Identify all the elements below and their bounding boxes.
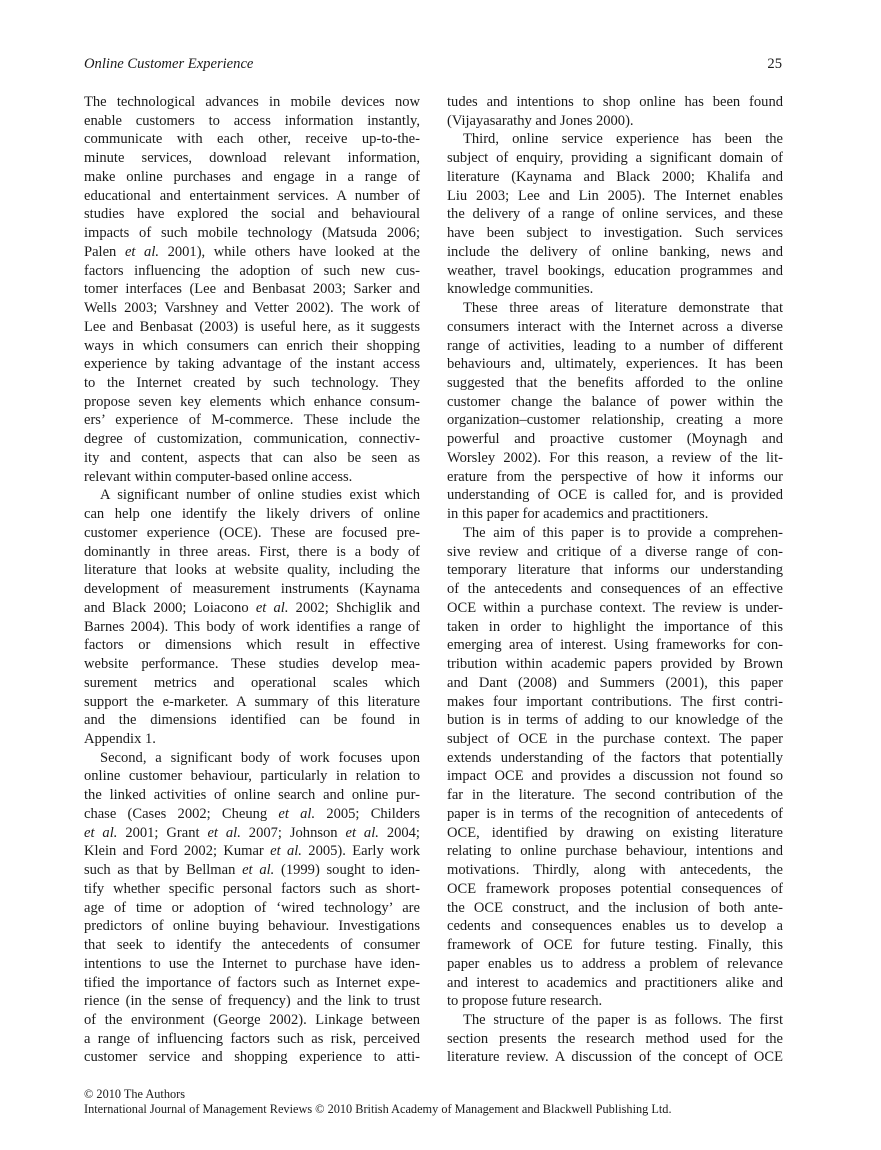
text-line: customer change the balance of power within the	[447, 393, 783, 410]
text-line: impacts of such mobile technology (Matsuda 2006;	[84, 225, 420, 242]
text-line: support the e-marketer. A summary of this literature	[84, 693, 420, 710]
text-line: section presents the research method used for the	[447, 1030, 783, 1047]
text-line: paper is in terms of the recognition of antecedents of	[447, 805, 783, 822]
text-line: minute services, download relevant information,	[84, 150, 420, 167]
text-line: framework of OCE for future testing. Finally, this	[447, 937, 783, 954]
text-line: a range of influencing factors such as risk, perceived	[84, 1030, 420, 1047]
text-line: taken in order to highlight the importance of this	[447, 618, 783, 635]
text-line: communicate with each other, receive up-to-the-	[84, 131, 420, 148]
text-line: OCE, identified by drawing on existing literature	[447, 824, 783, 841]
paragraph	[447, 524, 783, 1011]
text-line: et al. 2001; Grant et al. 2007; Johnson et al. 2004;	[84, 824, 420, 841]
text-line: consumers interact with the Internet across a diverse	[447, 318, 783, 335]
text-line: and Dant (2008) and Summers (2001), this paper	[447, 674, 783, 691]
text-line: Worsley 2002). For this reason, a review of the lit-	[447, 449, 783, 466]
text-line: tify whether specific personal factors such as short-	[84, 880, 420, 897]
text-line: extends understanding of the factors that potentially	[447, 749, 783, 766]
right-text-column	[447, 93, 783, 1067]
text-line: surement metrics and operational scales which	[84, 674, 420, 691]
text-line: subject of OCE in the purchase context. The paper	[447, 730, 783, 747]
page-footer	[84, 1087, 672, 1116]
journal-credit: International Journal of Management Reviews © 2010 British Academy of Management and Blackwell Publishing Ltd.	[84, 1101, 672, 1116]
paragraph	[447, 93, 783, 130]
text-line: the linked activities of online search and online pur-	[84, 787, 420, 804]
text-line: factors or dimensions which result in effective	[84, 637, 420, 654]
text-line: Wells 2003; Varshney and Vetter 2002). The work of	[84, 300, 420, 317]
text-line: Third, online service experience has been the	[463, 131, 783, 148]
text-line: intentions to use the Internet to purchase have iden-	[84, 955, 420, 972]
text-line: Barnes 2004). This body of work identifies a range of	[84, 618, 420, 635]
text-line: development of measurement instruments (Kaynama	[84, 581, 420, 598]
text-line: Palen et al. 2001), while others have looked at the	[84, 243, 420, 260]
text-line: predictors of online buying behaviour. Investigations	[84, 918, 420, 935]
paragraph	[84, 93, 420, 486]
text-line: Liu 2003; Lee and Lin 2005). The Internet enables	[447, 187, 783, 204]
text-line: ways in which consumers can enrich their shopping	[84, 337, 420, 354]
text-line: Lee and Benbasat (2003) is useful here, as it suggests	[84, 318, 420, 335]
text-line: These three areas of literature demonstrate that	[463, 300, 783, 317]
text-line: educational and entertainment services. A number of	[84, 187, 420, 204]
text-line: Second, a significant body of work focuses upon	[100, 749, 420, 766]
text-line: powerful and proactive customer (Moynagh and	[447, 431, 783, 448]
text-line: cedents and consequences enables us to develop a	[447, 918, 783, 935]
text-line: relevant within computer-based online access.	[84, 468, 353, 485]
text-line: tudes and intentions to shop online has been found	[447, 94, 783, 110]
text-line: The technological advances in mobile devices now	[84, 94, 420, 110]
left-text-column	[84, 93, 420, 1067]
text-line: organization–customer relationship, creating a more	[447, 412, 783, 429]
paragraph	[447, 299, 783, 524]
text-line: make online purchases and engage in a range of	[84, 168, 420, 185]
text-line: that seek to identify the antecedents of consumer	[84, 937, 420, 954]
text-line: The aim of this paper is to provide a comprehen-	[463, 524, 783, 541]
text-line: subject of enquiry, providing a significant domain of	[447, 150, 783, 167]
text-line: chase (Cases 2002; Cheung et al. 2005; Childers	[84, 805, 420, 822]
text-line: understanding of OCE is called for, and is provided	[447, 487, 783, 504]
text-line: relating to online purchase behaviour, intentions and	[447, 843, 783, 860]
text-line: rience (in the sense of frequency) and the link to trust	[84, 993, 420, 1010]
text-line: studies have explored the social and behavioural	[84, 206, 420, 223]
page-number: 25	[767, 56, 782, 72]
text-line: The structure of the paper is as follows. The first	[463, 1011, 783, 1028]
text-line: far in the literature. The second contribution of the	[447, 787, 783, 804]
text-line: such as that by Bellman et al. (1999) sought to iden-	[84, 862, 420, 879]
text-line: ers’ experience of M-commerce. These include the	[84, 412, 420, 429]
text-line: dominantly in three areas. First, there is a body of	[84, 543, 420, 560]
text-line: the OCE construct, and the inclusion of both ante-	[447, 899, 783, 916]
text-line: impact OCE and provides a discussion not found so	[447, 768, 783, 785]
text-line: to the Internet created by such technology. They	[84, 375, 420, 392]
text-line: and interest to academics and practitioners alike and	[447, 974, 783, 991]
text-line: (Vijayasarathy and Jones 2000).	[447, 112, 634, 129]
text-line: to propose future research.	[447, 993, 603, 1010]
text-line: the delivery of a range of online services, and these	[447, 206, 783, 223]
text-line: experience by taking advantage of the instant access	[84, 356, 420, 373]
text-line: age of time or adoption of ‘wired technology’ are	[84, 899, 420, 916]
text-line: include the delivery of online banking, news and	[447, 243, 783, 260]
text-line: paper enables us to address a problem of relevance	[447, 955, 783, 972]
text-line: and Black 2000; Loiacono et al. 2002; Shchiglik and	[84, 599, 420, 616]
text-line: online customer behaviour, particularly in relation to	[84, 768, 420, 785]
text-line: tified the importance of factors such as Internet expe-	[84, 974, 420, 991]
text-line: customer experience (OCE). These are focused pre-	[84, 524, 420, 541]
text-line: literature that looks at website quality, including the	[84, 562, 420, 579]
text-line: motivations. Thirdly, along with antecedents, the	[447, 862, 783, 879]
text-line: Klein and Ford 2002; Kumar et al. 2005). Early work	[84, 843, 420, 860]
text-line: literature review. A discussion of the concept of OCE	[447, 1049, 783, 1066]
text-line: suggested that the benefits afforded to the online	[447, 375, 783, 392]
text-line: A significant number of online studies exist which	[100, 487, 420, 504]
text-line: tribution within academic papers provided by Brown	[447, 656, 783, 673]
text-line: and the dimensions identified can be found in	[84, 712, 420, 729]
text-line: OCE within a purchase context. The review is under-	[447, 599, 783, 616]
text-line: OCE framework proposes potential consequences of	[447, 880, 783, 897]
paragraph	[447, 1011, 783, 1067]
text-line: enable customers to access information instantly,	[84, 112, 420, 129]
text-line: erature from the perspective of how it informs our	[447, 468, 783, 485]
text-line: of the antecedents and consequences of an effective	[447, 581, 783, 598]
text-line: temporary literature that informs our understanding	[447, 562, 783, 579]
paragraph	[447, 130, 783, 299]
running-head-title: Online Customer Experience	[84, 56, 254, 72]
text-line: propose seven key elements which enhance consum-	[84, 393, 420, 410]
text-line: behaviours and, ultimately, experiences. It has been	[447, 356, 783, 373]
text-line: knowledge communities.	[447, 281, 594, 298]
text-line: bution is in terms of adding to our knowledge of the	[447, 712, 783, 729]
text-line: sive review and critique of a diverse range of con-	[447, 543, 783, 560]
text-line: tomer interfaces (Lee and Benbasat 2003; Sarker and	[84, 281, 420, 298]
text-line: degree of customization, communication, connectiv-	[84, 431, 420, 448]
text-line: ity and content, aspects that can also be seen as	[84, 449, 420, 466]
text-line: can help one identify the likely drivers of online	[84, 506, 420, 523]
text-line: of the environment (George 2002). Linkage between	[84, 1011, 420, 1028]
text-line: customer service and shopping experience to atti-	[84, 1049, 420, 1066]
text-line: literature (Kaynama and Black 2000; Khalifa and	[447, 168, 783, 185]
text-line: range of activities, leading to a number of different	[447, 337, 783, 354]
copyright-notice: © 2010 The Authors	[84, 1087, 185, 1101]
text-line: website performance. These studies develop mea-	[84, 656, 420, 673]
text-line: makes four important contributions. The first contri-	[447, 693, 783, 710]
text-line: in this paper for academics and practitioners.	[447, 506, 709, 523]
text-line: weather, travel bookings, education programmes and	[447, 262, 783, 279]
text-line: have been subject to investigation. Such services	[447, 225, 783, 242]
text-line: Appendix 1.	[84, 730, 156, 747]
text-line: factors influencing the adoption of such new cus-	[84, 262, 420, 279]
paragraph	[84, 486, 420, 748]
paragraph	[84, 749, 420, 1067]
text-line: emerging area of interest. Using frameworks for con-	[447, 637, 783, 654]
